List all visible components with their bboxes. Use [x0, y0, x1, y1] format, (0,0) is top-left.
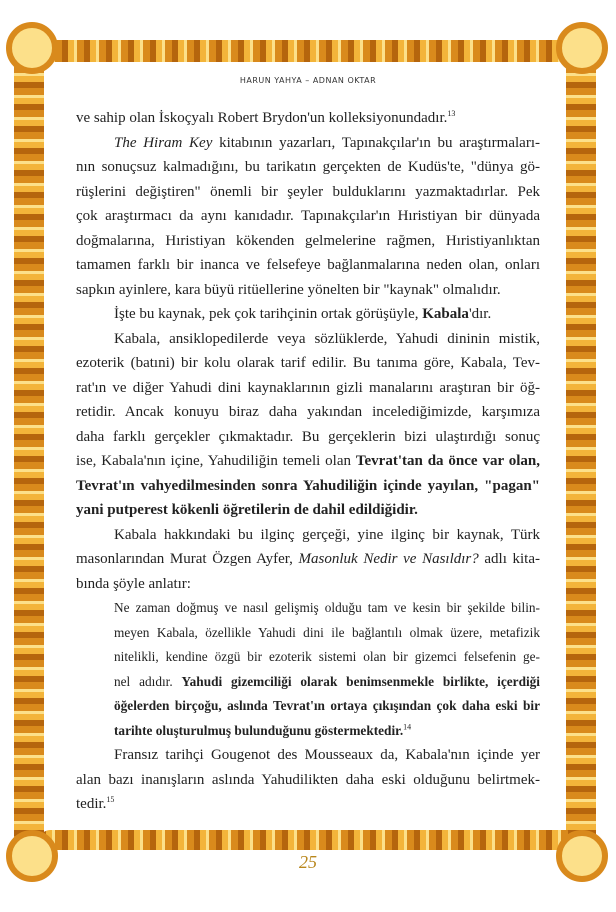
- text-line: [76, 743, 540, 768]
- quote-line: [76, 670, 540, 695]
- text-line: [76, 792, 540, 817]
- text-line: [76, 253, 540, 278]
- frame-corner-ornament: [6, 22, 58, 74]
- footnote-ref: 13: [447, 109, 456, 118]
- text-run: çok araştırmacı da aynı kanıdadır. Tapınakçılar'ın Hıristiyan bir dünyada: [76, 208, 540, 224]
- text-run: sapkın ayinlere, kara büyü ritüellerine yönelten bir "kaynak" olmalıdır.: [76, 281, 501, 298]
- text-run: nın sonuçsuz kalmadığını, bu tarikatın gerçekten de Kudüs'te, "dünya gö-: [76, 159, 540, 175]
- text-line: [76, 180, 540, 205]
- text-run: İşte bu kaynak, pek çok tarihçinin ortak görüşüyle,: [114, 306, 423, 322]
- ornate-frame-top: [40, 40, 576, 62]
- text-run: nitelikli, kendine özgü bir ezoterik sistemi olan bir gizemci felsefenin ge-: [114, 649, 540, 664]
- ornate-frame-left: [14, 40, 44, 880]
- text-line: [76, 400, 540, 425]
- text-run: tedir.: [76, 796, 107, 812]
- text-line: [76, 351, 540, 376]
- quote-line: [76, 596, 540, 621]
- text-run: Kabala hakkındaki bu ilginç gerçeği, yine ilginç bir kaynak, Türk: [114, 526, 540, 543]
- text-run: rüşlerini değiştiren" önemli bir şeyler bulduklarını yazmaktadırlar. Pek: [76, 183, 540, 200]
- bold-text: Tevrat'tan da önce var olan,: [355, 453, 540, 469]
- text-run: rat'ın ve diğer Yahudi dini kaynaklarının gizli manalarını araştıran bir öğ-: [76, 379, 540, 396]
- frame-corner-ornament: [556, 22, 608, 74]
- text-run: adlı kita-: [478, 551, 540, 567]
- text-line: [76, 229, 540, 254]
- text-run: masonlarından Murat Özgen Ayfer,: [76, 551, 299, 567]
- text-line: [76, 376, 540, 401]
- body-text: [76, 106, 540, 817]
- text-line: [76, 572, 540, 597]
- text-run: Kabala, ansiklopedilerde veya sözlüklerde, Yahudi dininin mistik,: [114, 330, 540, 347]
- footnote-ref: 14: [403, 722, 412, 732]
- quote-line: [76, 645, 540, 670]
- text-line: [76, 498, 540, 523]
- footnote-ref: 15: [106, 795, 115, 804]
- text-run: alan bazı inanışların aslında Yahudilikten daha eski olduğunu belirtmek-: [76, 771, 540, 788]
- text-run: 'dır.: [468, 306, 492, 322]
- text-run: Fransız tarihçi Gougenot des Mousseaux da, Kabala'nın içinde yer: [114, 747, 540, 763]
- text-line: [76, 204, 540, 229]
- bold-text: tarihte oluşturulmuş bulunduğunu göstermektedir.: [114, 722, 404, 738]
- bold-text: öğelerden birçoğu, aslında Tevrat'ın ortaya çıkışından çok daha eski bir: [114, 698, 540, 713]
- text-run: kitabının yazarları, Tapınakçılar'ın bu araştırmaları-: [212, 134, 540, 151]
- text-run: Ne zaman doğmuş ve nasıl gelişmiş olduğu tam ve kesin bir şekilde bilin-: [114, 600, 540, 615]
- running-head: HARUN YAHYA – ADNAN OKTAR: [239, 76, 377, 85]
- text-run: tamamen farklı bir inanca ve felsefeye bağlanmalarına neden olan, onları: [76, 257, 540, 273]
- bold-text: Yahudi gizemciliği olarak benimsenmekle birlikte, içerdiği: [181, 673, 541, 689]
- text-run: nel adıdır.: [114, 673, 182, 689]
- text-line: [76, 131, 540, 156]
- text-line: [76, 327, 540, 352]
- text-line: [76, 302, 540, 327]
- quote-line: [76, 719, 540, 744]
- text-line: [76, 474, 540, 499]
- italic-title: Masonluk Nedir ve Nasıldır?: [298, 551, 479, 567]
- page-number: 25: [299, 852, 317, 872]
- italic-title: The Hiram Key: [114, 134, 213, 151]
- text-line: [76, 155, 540, 180]
- bold-text: Tevrat'ın vahyedilmesinden sonra Yahudiliğin içinde yayılan, "pagan": [76, 477, 540, 494]
- text-run: ve sahip olan İskoçyalı Robert Brydon'un kolleksiyonundadır.: [76, 110, 448, 126]
- text-line: [76, 449, 540, 474]
- text-line: [76, 106, 540, 131]
- text-run: meyen Kabala, özellikle Yahudi dini ile bağlantılı olmak üzere, metafizik: [114, 624, 540, 640]
- text-run: bında şöyle anlatır:: [76, 575, 191, 592]
- text-line: [76, 425, 540, 450]
- ornate-frame-bottom: [40, 830, 576, 850]
- text-run: ezoterik (batıni) bir kolu olarak tarif edilir. Bu tanıma göre, Kabala, Tev-: [76, 355, 540, 371]
- text-line: [76, 523, 540, 548]
- text-run: ise, Kabala'nın içine, Yahudiliğin temeli olan: [76, 453, 356, 469]
- text-run: daha farklı gerçekler çıkmaktadır. Bu gerçeklerin bizi ulaştırdığı sonuç: [76, 428, 540, 445]
- quote-line: [76, 621, 540, 646]
- text-run: doğmalarına, Hıristiyan kökenden gelmelerine rağmen, Hıristiyanlıktan: [76, 232, 540, 249]
- text-run: retidir. Ancak konuyu biraz daha yakından incelediğimizde, karşımıza: [76, 404, 540, 420]
- bold-text: yani putperest kökenli öğretilerin de dahil edildiğidir.: [76, 502, 418, 518]
- ornate-frame-right: [566, 40, 596, 880]
- bold-text: Kabala: [422, 306, 469, 322]
- text-line: [76, 547, 540, 572]
- quote-line: [76, 694, 540, 719]
- text-line: [76, 768, 540, 793]
- text-line: [76, 278, 540, 303]
